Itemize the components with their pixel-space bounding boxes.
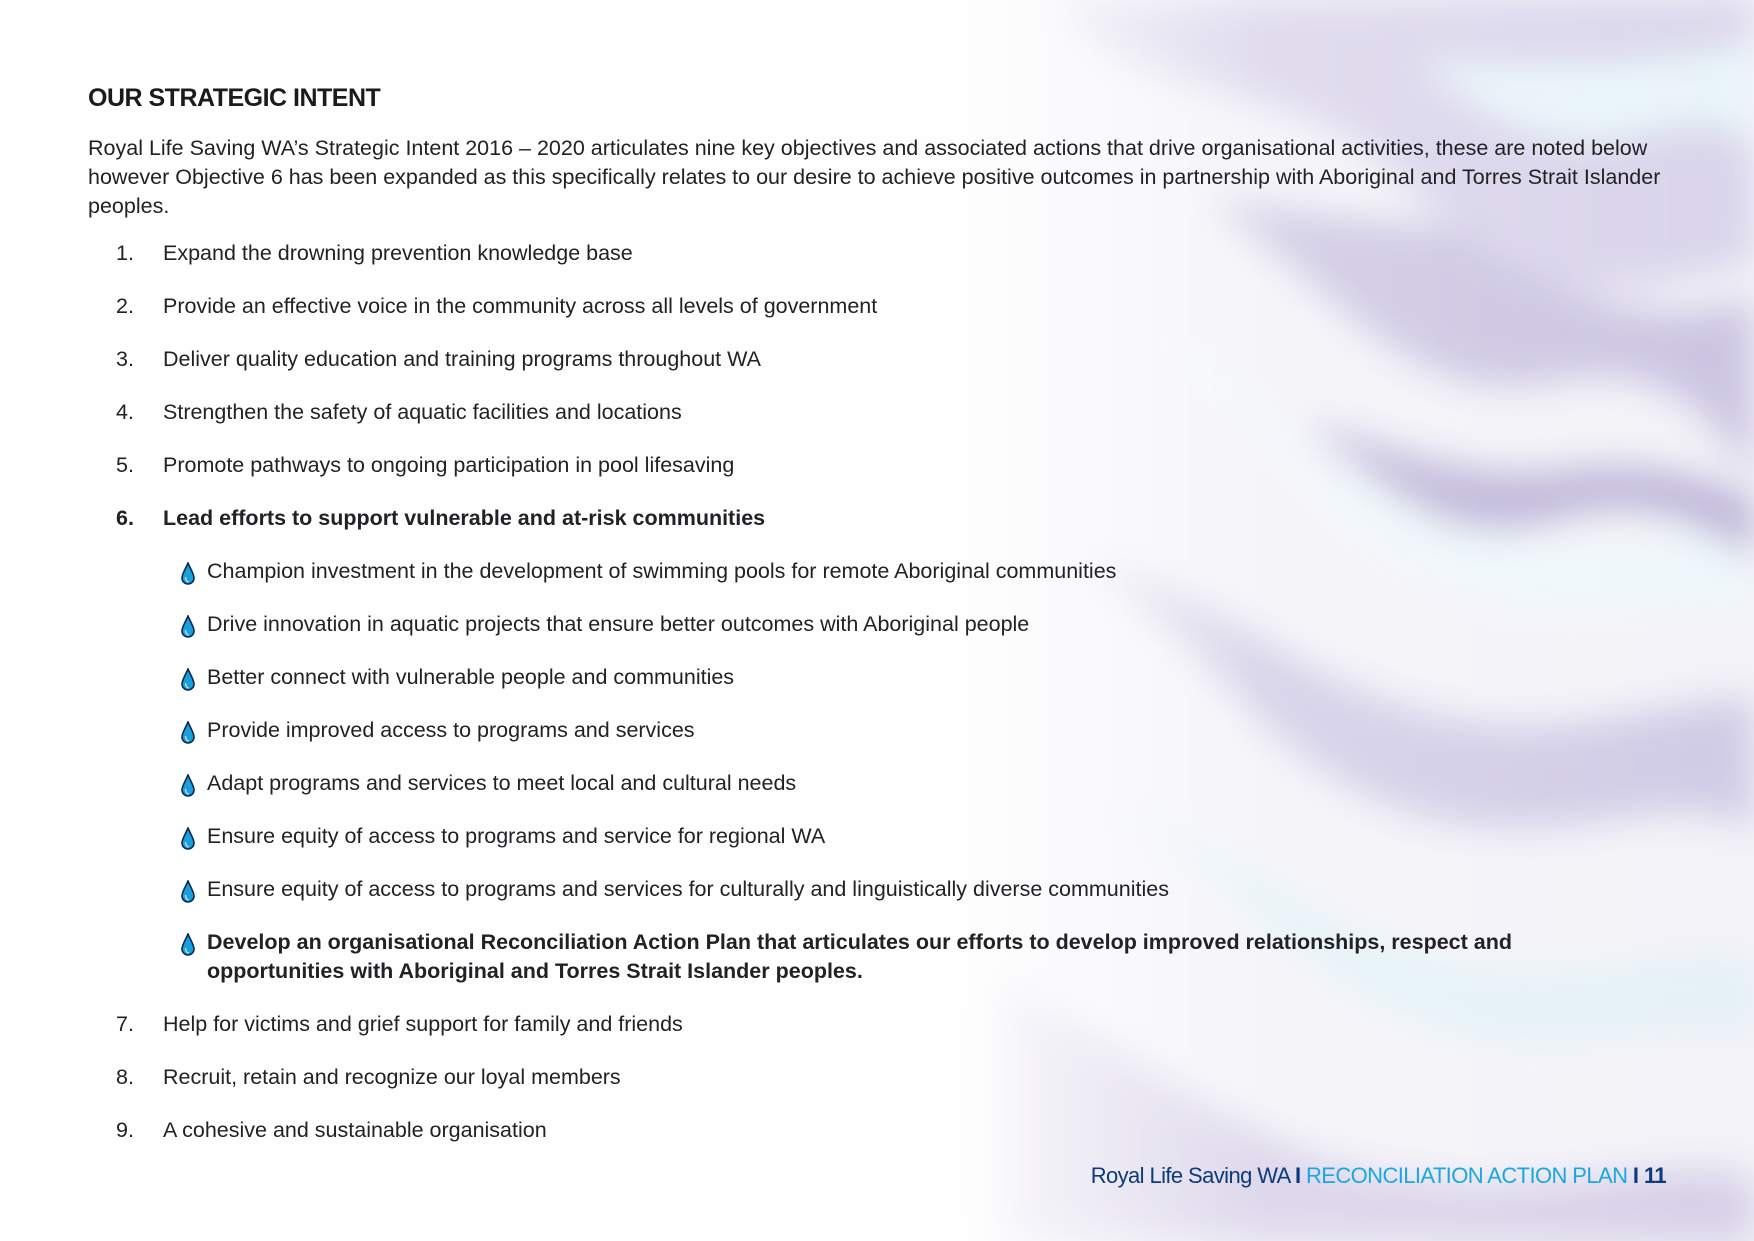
objective-item <box>116 451 734 480</box>
action-text: Ensure equity of access to programs and services for culturally and linguistically diverse communities <box>207 877 1169 901</box>
objective-number: 3. <box>116 347 134 371</box>
page-number: 11 <box>1643 1163 1666 1188</box>
action-item <box>180 557 1116 586</box>
objective-item <box>116 398 682 427</box>
action-text: Provide improved access to programs and services <box>207 718 695 742</box>
objective-number: 2. <box>116 294 134 318</box>
action-item <box>180 716 695 745</box>
objective-number: 1. <box>116 241 134 265</box>
objective-item <box>116 1063 621 1092</box>
objective-text: A cohesive and sustainable organisation <box>163 1118 547 1142</box>
action-text: Develop an organisational Reconciliation Action Plan that articulates our efforts to develop improved relationships, respect and opportunities with Aboriginal and Torres Strait Islander peoples. <box>207 930 1512 983</box>
page-title: OUR STRATEGIC INTENT <box>88 84 381 112</box>
action-item <box>180 875 1169 904</box>
action-text: Better connect with vulnerable people and communities <box>207 665 735 689</box>
water-drop-icon <box>180 933 196 957</box>
objective-text: Recruit, retain and recognize our loyal members <box>163 1065 621 1089</box>
objective-item-highlighted <box>116 504 765 533</box>
objective-text: Deliver quality education and training programs throughout WA <box>163 347 761 371</box>
water-drop-icon <box>180 721 196 745</box>
action-item <box>180 769 796 798</box>
intro-paragraph: Royal Life Saving WA’s Strategic Intent 2016 – 2020 articulates nine key objectives and associated actions that drive organisational activities, these are noted below however Objective 6 has been expanded as this specifically relates to our desire to achieve positive outcomes in partnership with Aboriginal and Torres Strait Islander peoples. <box>88 136 1661 218</box>
objective-text: Provide an effective voice in the community across all levels of government <box>163 294 878 318</box>
objective-item <box>116 1116 547 1145</box>
objective-text: Expand the drowning prevention knowledge base <box>163 241 633 265</box>
action-item <box>180 610 1029 639</box>
water-drop-icon <box>180 668 196 692</box>
page-footer <box>1091 1163 1666 1189</box>
objective-item <box>116 345 761 374</box>
water-drop-icon <box>180 562 196 586</box>
objective-number: 4. <box>116 400 134 424</box>
action-text: Champion investment in the development of swimming pools for remote Aboriginal communities <box>207 559 1117 583</box>
objective-text: Promote pathways to ongoing participation in pool lifesaving <box>163 453 735 477</box>
objective-text: Help for victims and grief support for family and friends <box>163 1012 683 1036</box>
action-text: Ensure equity of access to programs and service for regional WA <box>207 824 826 848</box>
objective-text: Lead efforts to support vulnerable and at-risk communities <box>163 506 766 530</box>
objective-text: Strengthen the safety of aquatic facilities and locations <box>163 400 682 424</box>
objective-item <box>116 239 633 268</box>
objective-number: 5. <box>116 453 134 477</box>
objective-number: 8. <box>116 1065 134 1089</box>
water-drop-icon <box>180 827 196 851</box>
footer-separator: I <box>1632 1163 1639 1188</box>
action-text: Drive innovation in aquatic projects that ensure better outcomes with Aboriginal people <box>207 612 1030 636</box>
water-drop-icon <box>180 615 196 639</box>
action-text: Adapt programs and services to meet local and cultural needs <box>207 771 797 795</box>
action-item-highlighted <box>180 928 1557 986</box>
footer-document-title: RECONCILIATION ACTION PLAN <box>1306 1163 1628 1188</box>
water-drop-icon <box>180 880 196 904</box>
objective-number: 6. <box>116 506 134 530</box>
objective-number: 9. <box>116 1118 134 1142</box>
footer-separator: I <box>1294 1163 1301 1188</box>
water-drop-icon <box>180 774 196 798</box>
objective-item <box>116 292 877 321</box>
action-item <box>180 663 734 692</box>
objective-item <box>116 1010 683 1039</box>
action-item <box>180 822 825 851</box>
objective-number: 7. <box>116 1012 134 1036</box>
footer-org-name: Royal Life Saving WA <box>1090 1163 1290 1188</box>
